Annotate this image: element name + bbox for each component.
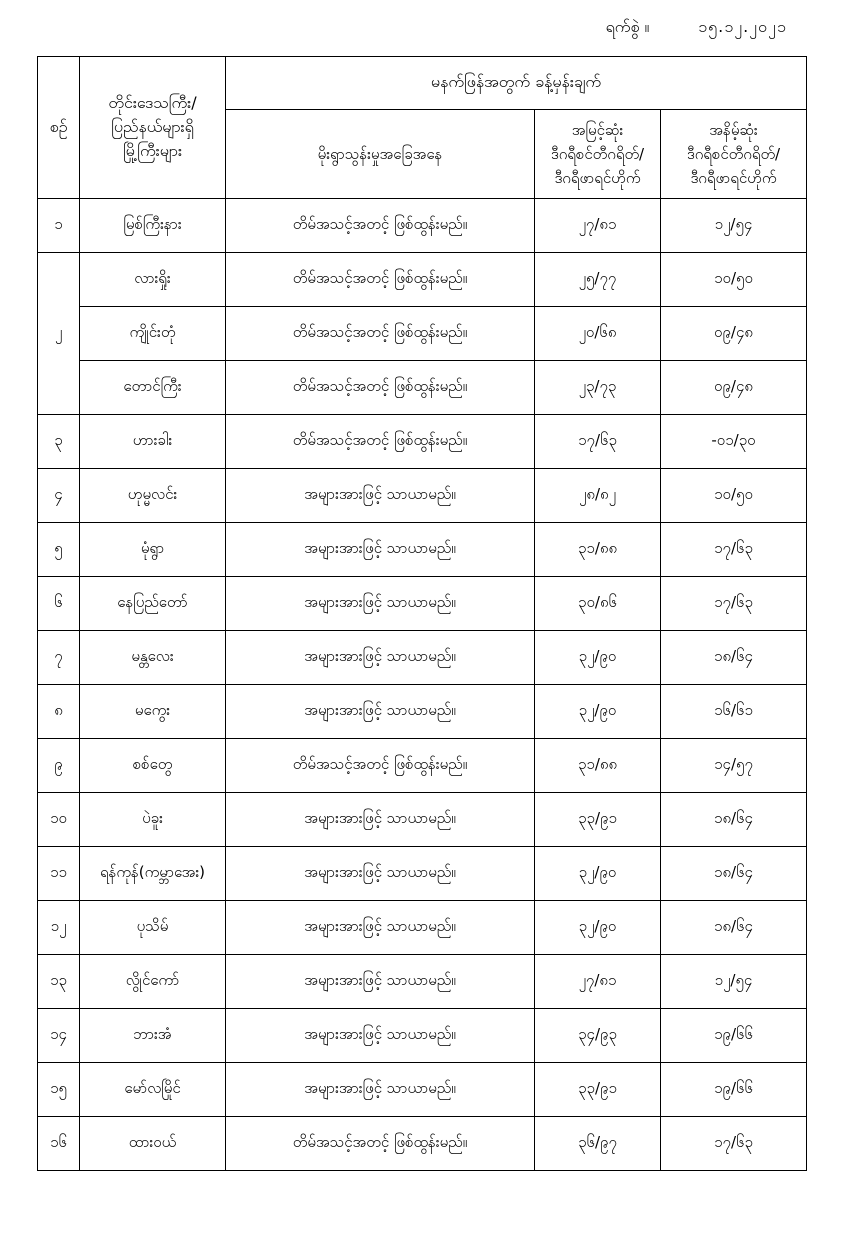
row-city: မန္တလေး xyxy=(80,631,226,685)
header-region xyxy=(80,57,226,199)
header-min-line-3: ဒီဂရီဖာရင်ဟိုက် xyxy=(690,169,777,187)
row-max: ၃၂/၉၀ xyxy=(535,685,661,739)
row-condition: တိမ်အသင့်အတင့် ဖြစ်ထွန်းမည်။ xyxy=(226,361,535,415)
header-condition: မိုးရွာသွန်းမှုအခြေအနေ xyxy=(226,110,535,199)
row-condition: အများအားဖြင့် သာယာမည်။ xyxy=(226,1009,535,1063)
row-condition: အများအားဖြင့် သာယာမည်။ xyxy=(226,523,535,577)
row-max: ၃၃/၉၁ xyxy=(535,793,661,847)
table-row xyxy=(38,1063,807,1117)
header-forecast: မနက်ဖြန်အတွက် ခန့်မှန်းချက် xyxy=(226,57,807,110)
row-no: ၆ xyxy=(38,577,80,631)
row-city: တောင်ကြီး xyxy=(80,361,226,415)
row-city: ဘားအံ xyxy=(80,1009,226,1063)
header-region-line-1: တိုင်းဒေသကြီး/ xyxy=(108,92,197,112)
row-no: ၇ xyxy=(38,631,80,685)
row-condition: အများအားဖြင့် သာယာမည်။ xyxy=(226,955,535,1009)
row-min: -၀၁/၃၀ xyxy=(661,415,807,469)
table-row xyxy=(38,307,807,361)
row-min: ၁၄/၅၇ xyxy=(661,739,807,793)
row-city: ပုသိမ် xyxy=(80,901,226,955)
row-min: ၁၇/၆၃ xyxy=(661,577,807,631)
header-max-line-3: ဒီဂရီဖာရင်ဟိုက် xyxy=(554,169,641,187)
row-max: ၃၆/၉၇ xyxy=(535,1117,661,1171)
header-region-line-2: ပြည်နယ်များရှိ xyxy=(111,116,194,136)
row-max: ၂၅/၇၇ xyxy=(535,253,661,307)
table-row xyxy=(38,361,807,415)
row-min: ၁၆/၆၁ xyxy=(661,685,807,739)
row-city: မြစ်ကြီးနား xyxy=(80,199,226,253)
row-max: ၁၇/၆၃ xyxy=(535,415,661,469)
row-min: ၁၀/၅၀ xyxy=(661,469,807,523)
table-row xyxy=(38,415,807,469)
table-row xyxy=(38,901,807,955)
row-max: ၃၄/၉၃ xyxy=(535,1009,661,1063)
row-max: ၃၂/၉၀ xyxy=(535,847,661,901)
row-city: ဟားခါး xyxy=(80,415,226,469)
table-row xyxy=(38,469,807,523)
row-condition: အများအားဖြင့် သာယာမည်။ xyxy=(226,847,535,901)
row-city: မုံရွာ xyxy=(80,523,226,577)
table-row xyxy=(38,847,807,901)
row-city: ဟုမ္မလင်း xyxy=(80,469,226,523)
row-no: ၁ xyxy=(38,199,80,253)
row-max: ၃၁/၈၈ xyxy=(535,739,661,793)
row-min: ၀၉/၄၈ xyxy=(661,361,807,415)
row-city: မကွေး xyxy=(80,685,226,739)
row-max: ၂၇/၈၁ xyxy=(535,199,661,253)
row-no: ၁၂ xyxy=(38,901,80,955)
row-no: ၃ xyxy=(38,415,80,469)
row-condition: အများအားဖြင့် သာယာမည်။ xyxy=(226,631,535,685)
row-max: ၂၇/၈၁ xyxy=(535,955,661,1009)
row-condition: အများအားဖြင့် သာယာမည်။ xyxy=(226,469,535,523)
row-no: ၈ xyxy=(38,685,80,739)
row-condition: တိမ်အသင့်အတင့် ဖြစ်ထွန်းမည်။ xyxy=(226,1117,535,1171)
header-max-temp xyxy=(535,110,661,199)
row-condition: တိမ်အသင့်အတင့် ဖြစ်ထွန်းမည်။ xyxy=(226,739,535,793)
row-min: ၁၀/၅၀ xyxy=(661,253,807,307)
row-city: လွိုင်ကော် xyxy=(80,955,226,1009)
header-min-line-2: ဒီဂရီစင်တီဂရိတ်/ xyxy=(686,145,781,163)
header-max-line-1: အမြင့်ဆုံး xyxy=(571,121,624,139)
row-max: ၂၃/၇၃ xyxy=(535,361,661,415)
row-condition: အများအားဖြင့် သာယာမည်။ xyxy=(226,901,535,955)
row-condition: အများအားဖြင့် သာယာမည်။ xyxy=(226,685,535,739)
row-max: ၃၃/၉၁ xyxy=(535,1063,661,1117)
table-row xyxy=(38,739,807,793)
row-no: ၁၃ xyxy=(38,955,80,1009)
row-condition: တိမ်အသင့်အတင့် ဖြစ်ထွန်းမည်။ xyxy=(226,415,535,469)
row-city: ပဲခူး xyxy=(80,793,226,847)
row-min: ၀၉/၄၈ xyxy=(661,307,807,361)
row-min: ၁၈/၆၄ xyxy=(661,901,807,955)
header-min-temp xyxy=(661,110,807,199)
row-min: ၁၉/၆၆ xyxy=(661,1009,807,1063)
table-row xyxy=(38,685,807,739)
row-city: စစ်တွေ xyxy=(80,739,226,793)
row-min: ၁၈/၆၄ xyxy=(661,793,807,847)
row-min: ၁၈/၆၄ xyxy=(661,847,807,901)
row-no: ၉ xyxy=(38,739,80,793)
table-row xyxy=(38,631,807,685)
table-row xyxy=(38,199,807,253)
row-min: ၁၇/၆၃ xyxy=(661,523,807,577)
table-row xyxy=(38,793,807,847)
row-min: ၁၈/၆၄ xyxy=(661,631,807,685)
row-no: ၁၄ xyxy=(38,1009,80,1063)
row-city: လားရှိုး xyxy=(80,253,226,307)
row-min: ၁၂/၅၄ xyxy=(661,199,807,253)
row-max: ၂၈/၈၂ xyxy=(535,469,661,523)
row-min: ၁၇/၆၃ xyxy=(661,1117,807,1171)
row-condition: တိမ်အသင့်အတင့် ဖြစ်ထွန်းမည်။ xyxy=(226,253,535,307)
row-min: ၁၉/၆၆ xyxy=(661,1063,807,1117)
row-city: ထားဝယ် xyxy=(80,1117,226,1171)
table-row xyxy=(38,253,807,307)
row-condition: တိမ်အသင့်အတင့် ဖြစ်ထွန်းမည်။ xyxy=(226,307,535,361)
row-no: ၁၅ xyxy=(38,1063,80,1117)
header-max-line-2: ဒီဂရီစင်တီဂရိတ်/ xyxy=(550,145,645,163)
table-row xyxy=(38,523,807,577)
row-city: ကျိုင်းတုံ xyxy=(80,307,226,361)
header-region-line-3: မြို့ကြီးများ xyxy=(122,140,182,160)
row-max: ၃၂/၉၀ xyxy=(535,631,661,685)
table-row xyxy=(38,1009,807,1063)
table-row xyxy=(38,577,807,631)
header-no: စဉ် xyxy=(38,57,80,199)
row-condition: အများအားဖြင့် သာယာမည်။ xyxy=(226,793,535,847)
row-max: ၃၀/၈၆ xyxy=(535,577,661,631)
row-condition: တိမ်အသင့်အတင့် ဖြစ်ထွန်းမည်။ xyxy=(226,199,535,253)
row-max: ၃၂/၉၀ xyxy=(535,901,661,955)
row-no: ၁၆ xyxy=(38,1117,80,1171)
row-max: ၂၀/၆၈ xyxy=(535,307,661,361)
row-no: ၄ xyxy=(38,469,80,523)
row-min: ၁၂/၅၄ xyxy=(661,955,807,1009)
row-no: ၅ xyxy=(38,523,80,577)
row-no: ၂ xyxy=(38,253,80,415)
date-label: ရက်စွဲ ။ xyxy=(605,17,650,36)
row-condition: အများအားဖြင့် သာယာမည်။ xyxy=(226,1063,535,1117)
header-min-line-1: အနိမ့်ဆုံး xyxy=(709,121,758,139)
row-no: ၁၁ xyxy=(38,847,80,901)
date-value: ၁၅.၁၂.၂၀၂၁ xyxy=(698,17,787,36)
row-city: ရန်ကုန်(ကမ္ဘာအေး) xyxy=(80,847,226,901)
row-condition: အများအားဖြင့် သာယာမည်။ xyxy=(226,577,535,631)
table-row xyxy=(38,1117,807,1171)
row-city: မော်လမြိုင် xyxy=(80,1063,226,1117)
table-row xyxy=(38,955,807,1009)
forecast-table xyxy=(37,56,807,1171)
row-max: ၃၁/၈၈ xyxy=(535,523,661,577)
row-city: နေပြည်တော် xyxy=(80,577,226,631)
date-line xyxy=(575,14,805,42)
row-no: ၁၀ xyxy=(38,793,80,847)
